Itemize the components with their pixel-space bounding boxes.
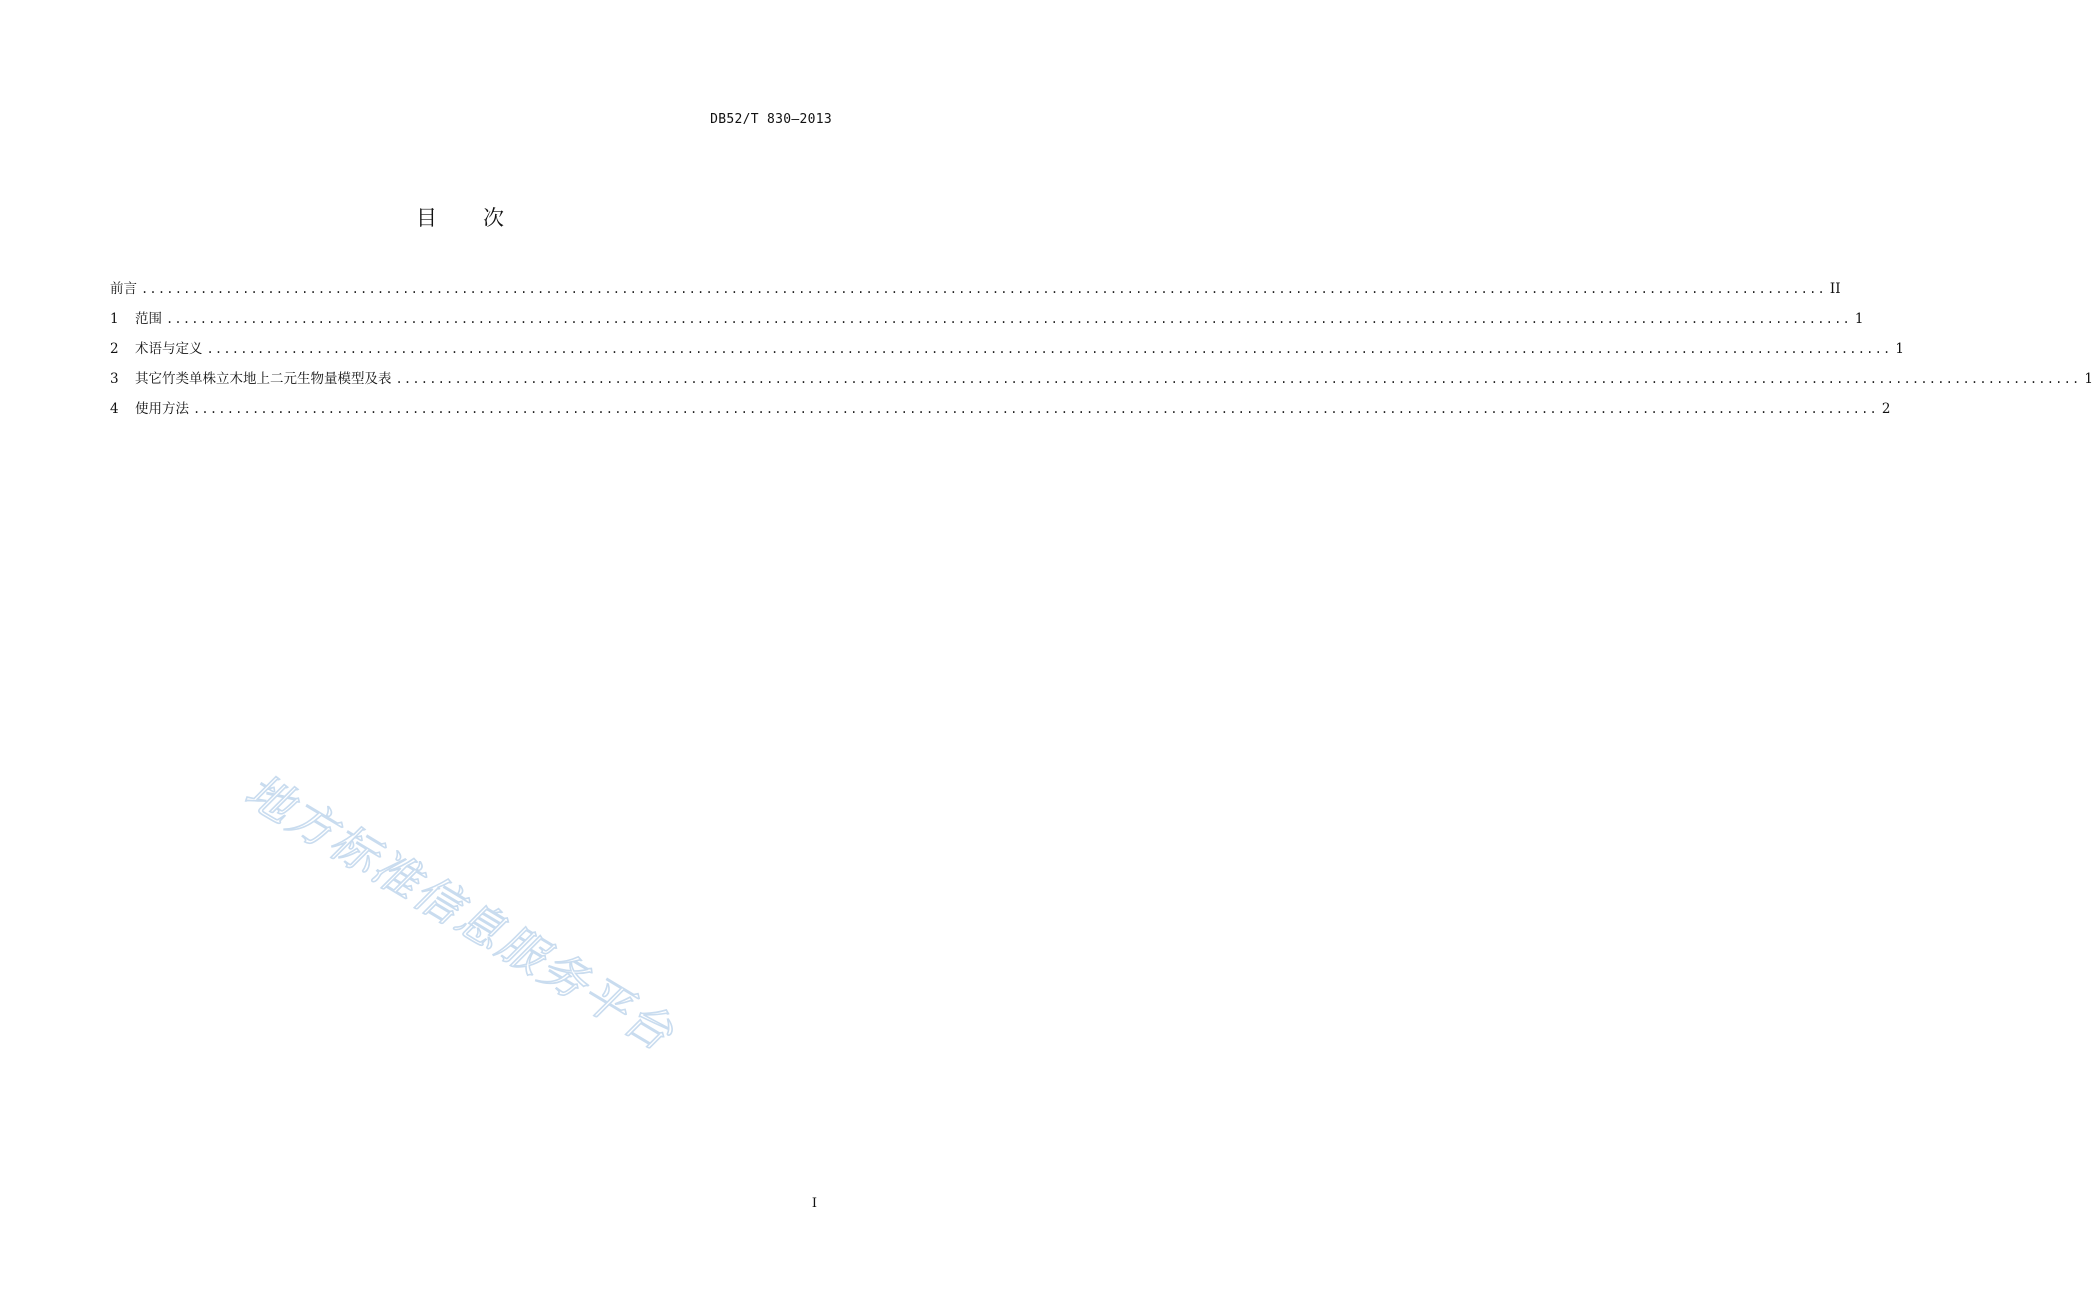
toc-dot-leader: ........................................................................................................................................................................................................ xyxy=(166,312,1851,326)
toc-dot-leader: ........................................................................................................................................................................................................ xyxy=(395,372,2081,386)
table-of-contents xyxy=(110,278,2093,428)
page-title xyxy=(0,202,920,232)
page-title-char-2: 次 xyxy=(483,206,504,230)
standard-code: DB52/T 830—2013 xyxy=(710,112,832,127)
toc-entry-models[interactable] xyxy=(110,368,2093,398)
toc-entry-page: 1 xyxy=(2084,371,2093,387)
toc-dot-leader: ........................................................................................................................................................................................................ xyxy=(141,282,1826,296)
watermark-text: 地方标准信息服务平台 xyxy=(236,763,685,1062)
toc-entry-label: 前言 xyxy=(110,281,137,297)
toc-entry-usage[interactable] xyxy=(110,398,1891,428)
toc-entry-scope[interactable] xyxy=(110,308,1864,338)
toc-entry-number: 1 xyxy=(110,311,119,327)
toc-entry-terms[interactable] xyxy=(110,338,1905,368)
toc-entry-page: 1 xyxy=(1895,341,1905,357)
toc-entry-number: 3 xyxy=(110,371,119,387)
toc-entry-foreword[interactable] xyxy=(110,278,1841,308)
toc-entry-label: 其它竹类单株立木地上二元生物量模型及表 xyxy=(135,371,392,387)
watermark xyxy=(232,760,752,1080)
toc-entry-page: 1 xyxy=(1854,311,1864,327)
toc-entry-page: II xyxy=(1829,281,1841,297)
page-title-char-1: 目 xyxy=(416,206,437,230)
toc-entry-page: 2 xyxy=(1881,401,1891,417)
toc-dot-leader: ........................................................................................................................................................................................................ xyxy=(206,342,1892,356)
toc-entry-number: 2 xyxy=(110,341,119,357)
toc-entry-label: 范围 xyxy=(135,311,162,327)
toc-entry-label: 术语与定义 xyxy=(135,341,203,357)
toc-entry-number: 4 xyxy=(110,401,119,417)
toc-dot-leader: ........................................................................................................................................................................................................ xyxy=(193,402,1878,416)
page-number: I xyxy=(811,1196,817,1211)
toc-entry-label: 使用方法 xyxy=(135,401,189,417)
